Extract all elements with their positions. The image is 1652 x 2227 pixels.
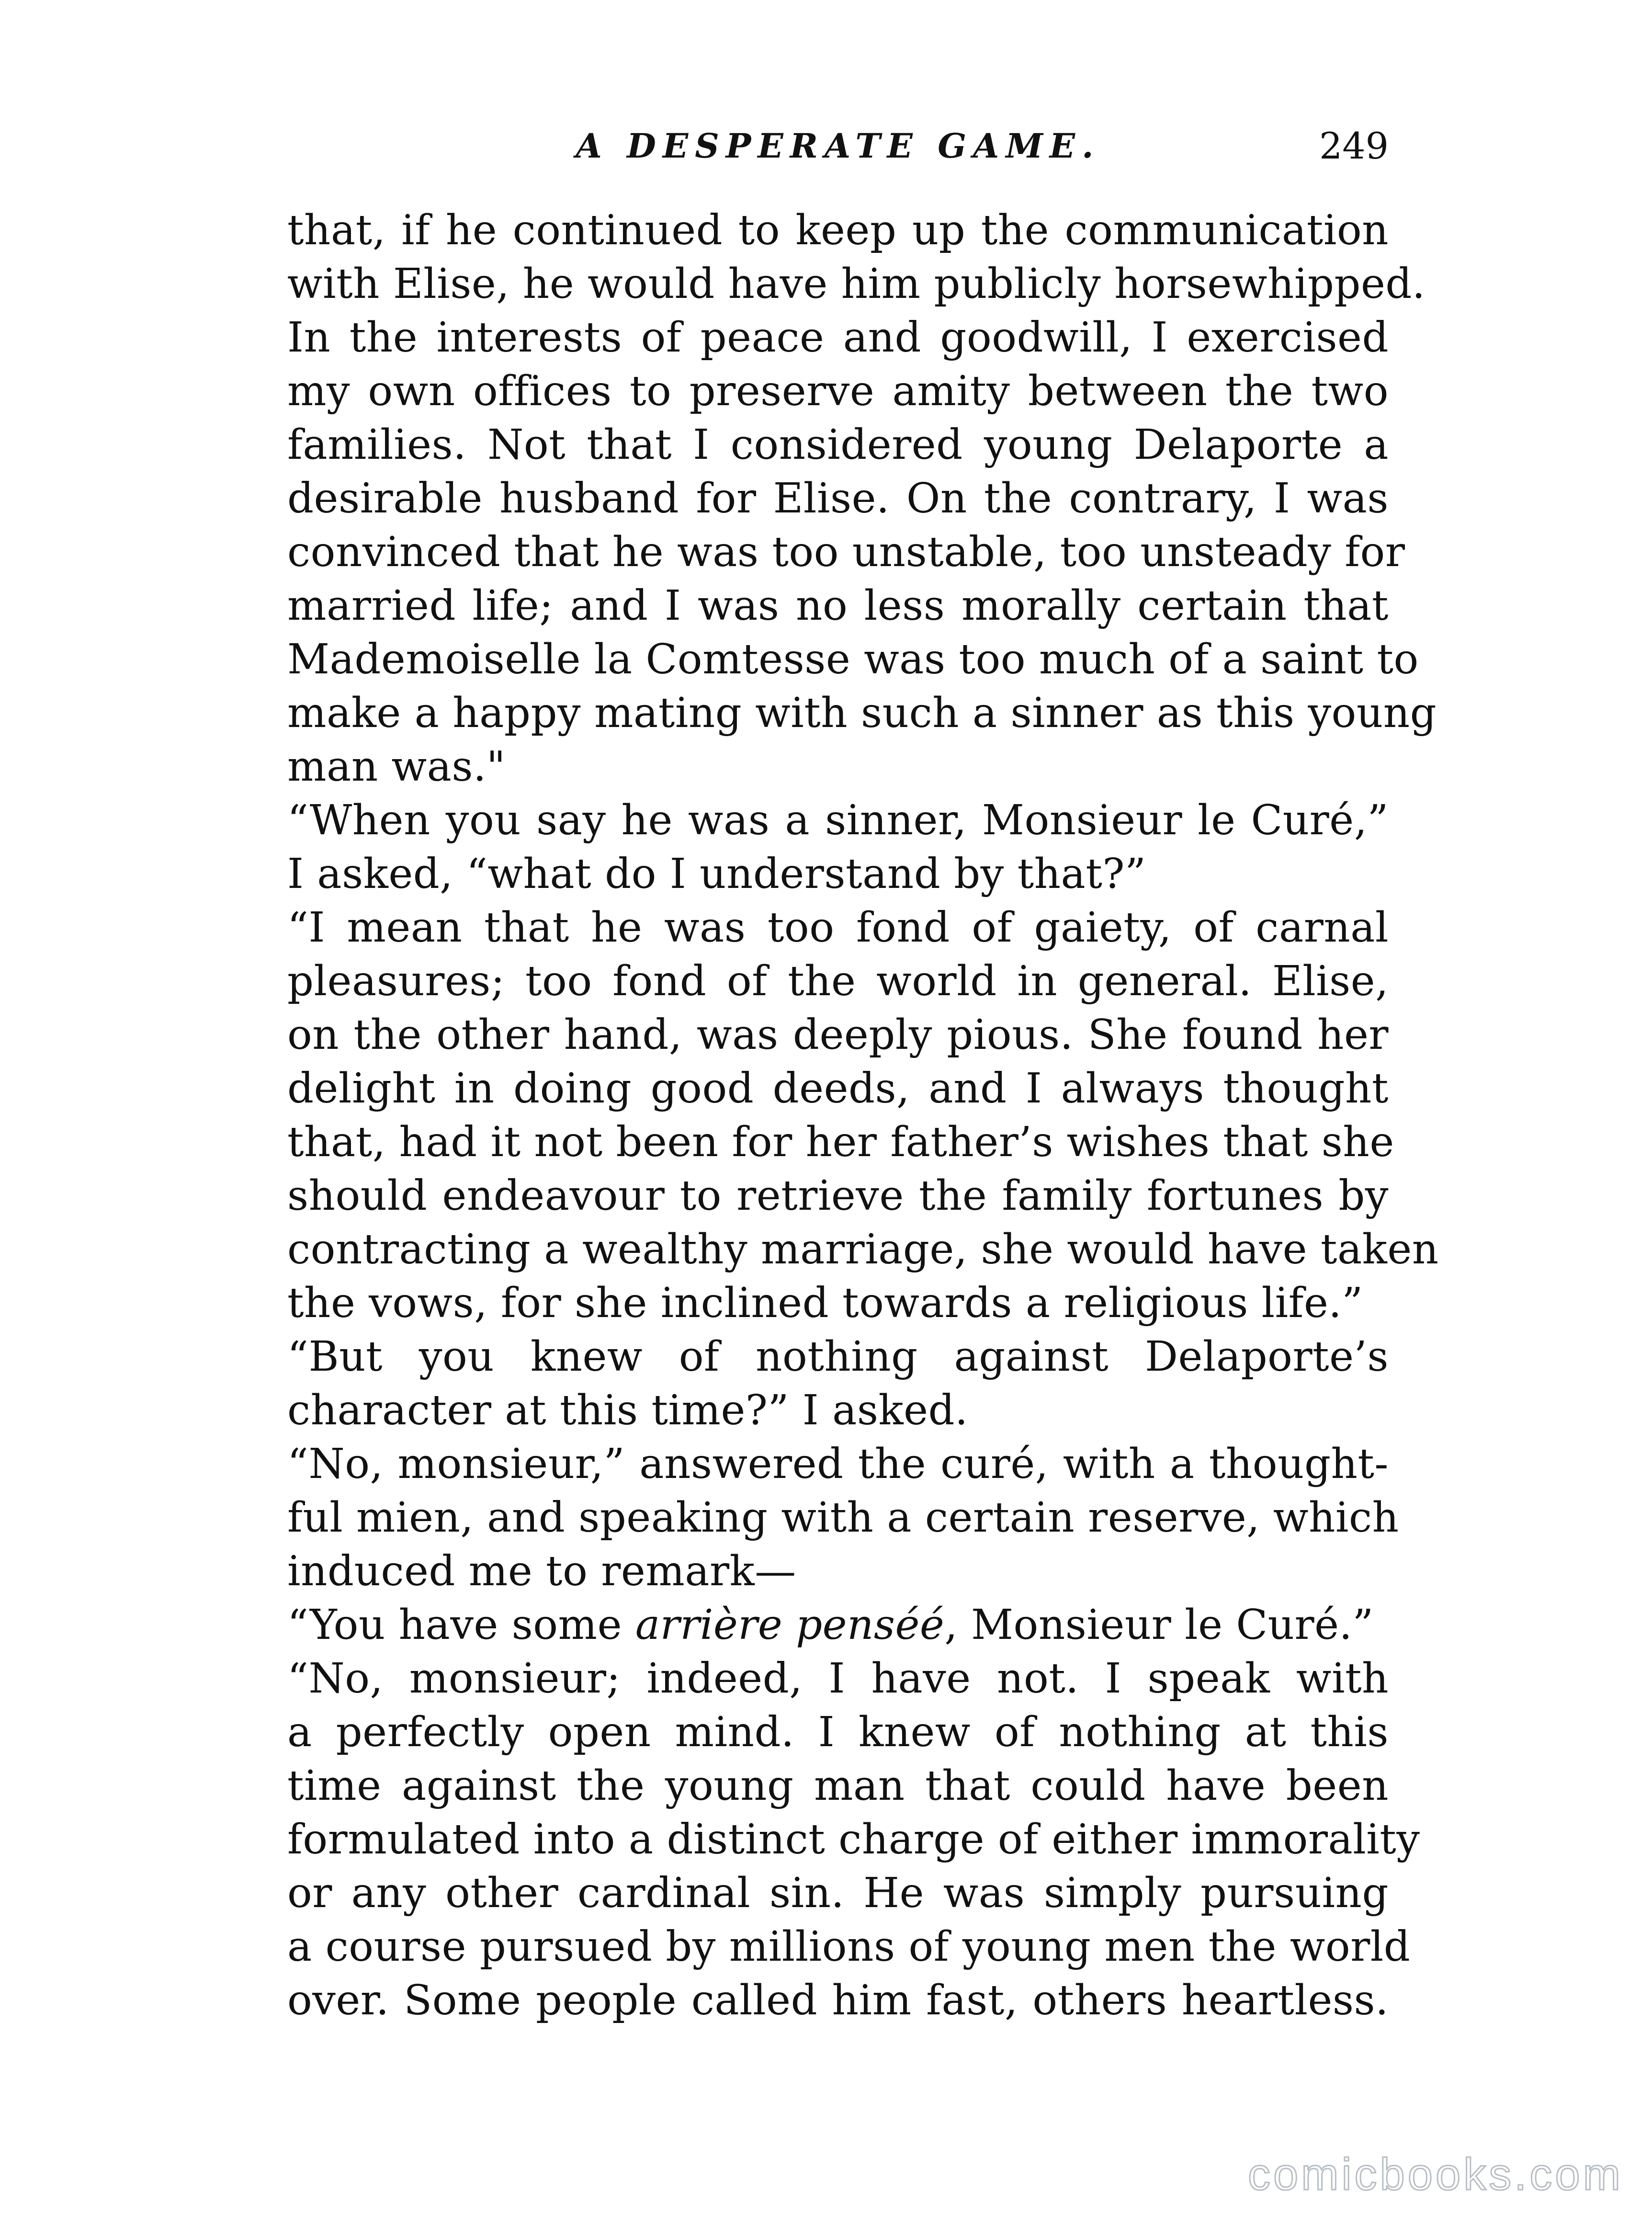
line-text: character at this time?” I asked.	[287, 1386, 968, 1434]
line-text: induced me to remark—	[287, 1547, 796, 1595]
text-line	[287, 1384, 1389, 1437]
line-text: formulated into a distinct charge of either immorality	[287, 1816, 1420, 1863]
text-line	[287, 1330, 1389, 1384]
line-text: delight in doing good deeds, and I always thought	[287, 1065, 1389, 1113]
text-line	[287, 1169, 1389, 1223]
text-line	[287, 1223, 1439, 1276]
line-text: make a happy mating with such a sinner as this young	[287, 689, 1437, 737]
line-text: my own offices to preserve amity between the two	[287, 367, 1389, 415]
text-line	[287, 1866, 1389, 1920]
text-line	[287, 686, 1437, 740]
text-line	[287, 364, 1389, 418]
text-line	[287, 257, 1426, 311]
line-text: the vows, for she inclined towards a religious life.”	[287, 1279, 1363, 1327]
line-text: that, if he continued to keep up the communication	[287, 206, 1389, 254]
line-text: married life; and I was no less morally certain that	[287, 582, 1389, 630]
running-head	[287, 122, 1389, 180]
text-line	[287, 418, 1389, 472]
text-line	[287, 1545, 1389, 1598]
text-line	[287, 1974, 1389, 2027]
text-line	[287, 1115, 1394, 1169]
line-text: man was."	[287, 743, 506, 791]
text-line	[287, 1920, 1411, 1974]
page-number: 249	[1319, 125, 1389, 167]
line-text: “No, monsieur,” answered the curé, with a thought-	[287, 1440, 1389, 1488]
line-text: a perfectly open mind. I knew of nothing at this	[287, 1708, 1389, 1756]
text-line	[287, 1008, 1389, 1062]
text-line	[287, 1598, 1389, 1652]
line-text: families. Not that I considered young Delaporte a	[287, 421, 1389, 469]
line-text: contracting a wealthy marriage, she would have taken	[287, 1226, 1439, 1273]
text-line	[287, 1062, 1389, 1115]
text-line	[287, 847, 1389, 901]
text-line	[287, 579, 1389, 633]
text-line	[287, 901, 1389, 954]
line-text: “When you say he was a sinner, Monsieur le Curé,”	[287, 796, 1389, 844]
line-text: “But you knew of nothing against Delaporte’s	[287, 1333, 1389, 1381]
text-line	[287, 311, 1389, 364]
line-text: “You have some	[287, 1601, 635, 1649]
line-text: over. Some people called him fast, others heartless.	[287, 1977, 1389, 2024]
text-line	[287, 1652, 1389, 1705]
line-text: desirable husband for Elise. On the contrary, I was	[287, 475, 1389, 523]
body-text	[287, 204, 1439, 2027]
italic-phrase: arrière penséé	[635, 1601, 945, 1649]
line-text: In the interests of peace and goodwill, I exercised	[287, 314, 1389, 362]
text-line	[287, 633, 1419, 686]
line-text: time against the young man that could have been	[287, 1762, 1389, 1810]
line-text: convinced that he was too unstable, too unsteady for	[287, 528, 1405, 576]
line-text: Mademoiselle la Comtesse was too much of a saint to	[287, 636, 1419, 683]
line-text: “No, monsieur; indeed, I have not. I speak with	[287, 1655, 1389, 1703]
text-line	[287, 1705, 1389, 1759]
line-text: that, had it not been for her father’s wishes that she	[287, 1118, 1394, 1166]
line-text: pleasures; too fond of the world in general. Elise,	[287, 957, 1389, 1005]
text-line	[287, 204, 1389, 257]
text-line	[287, 472, 1389, 525]
line-text: a course pursued by millions of young men the world	[287, 1923, 1411, 1971]
text-line	[287, 1276, 1389, 1330]
text-line	[287, 525, 1405, 579]
text-line	[287, 1813, 1420, 1866]
line-text: on the other hand, was deeply pious. She found her	[287, 1011, 1389, 1059]
line-text: ful mien, and speaking with a certain reserve, which	[287, 1494, 1399, 1542]
text-line	[287, 794, 1389, 847]
line-text: I asked, “what do I understand by that?”	[287, 850, 1146, 898]
line-text: should endeavour to retrieve the family fortunes by	[287, 1172, 1389, 1220]
text-line	[287, 1437, 1389, 1491]
line-text-after: , Monsieur le Curé.”	[944, 1601, 1374, 1649]
text-line	[287, 1759, 1389, 1813]
text-line	[287, 1491, 1399, 1545]
line-text: with Elise, he would have him publicly horsewhipped.	[287, 260, 1426, 308]
line-text: or any other cardinal sin. He was simply pursuing	[287, 1869, 1389, 1917]
text-line	[287, 954, 1389, 1008]
text-line	[287, 740, 1389, 794]
line-text: “I mean that he was too fond of gaiety, of carnal	[287, 904, 1389, 952]
running-title: A DESPERATE GAME.	[576, 126, 1100, 166]
watermark: comicbooks.com	[1248, 2149, 1623, 2199]
